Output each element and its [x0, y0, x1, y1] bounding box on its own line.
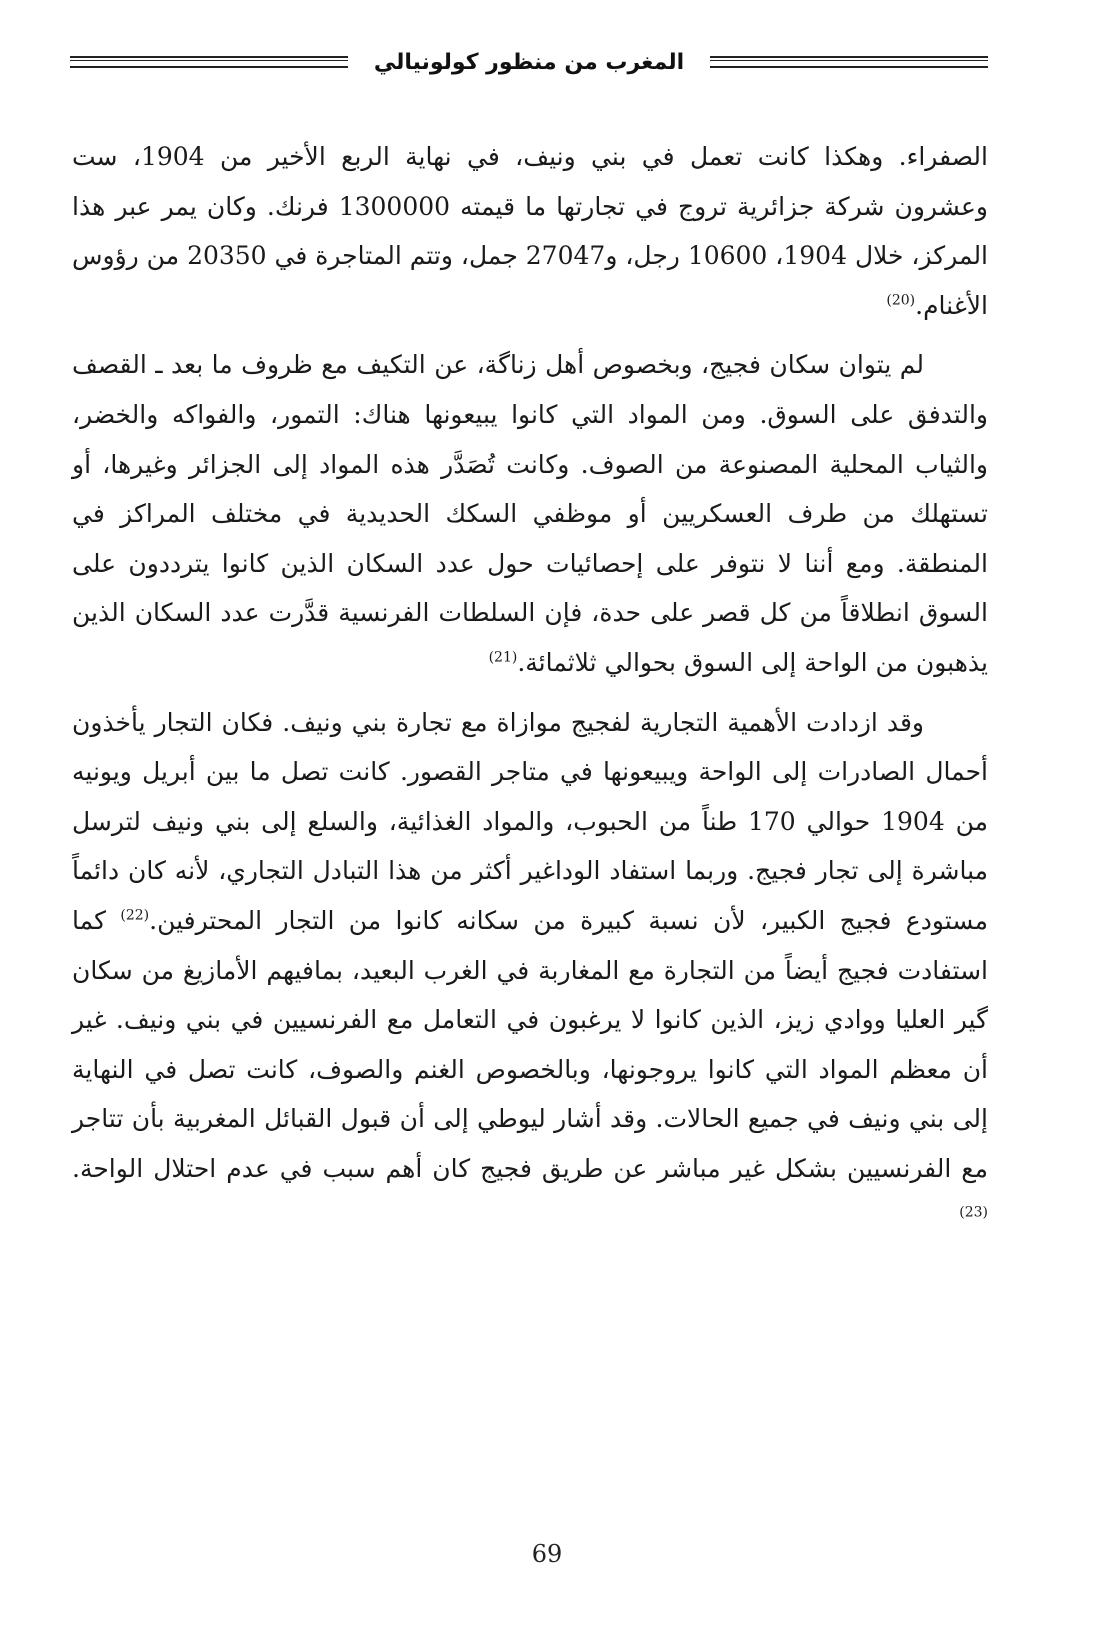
paragraph-1-text: الصفراء. وهكذا كانت تعمل في بني ونيف، في نهاية الربع الأخير من 1904، ست وعشرون شركة جزائرية تروج في تجارتها ما قيمته 1300000 فرنك. وكان يمر عبر هذا المركز، خلال 1904، 10600 رجل، و27047 جمل، وتتم المتاجرة في 20350 من رؤوس الأغنام. [72, 142, 989, 320]
footnote-ref-20: (20) [886, 292, 916, 309]
body-text [72, 132, 988, 1253]
paragraph-3-continuation: كما استفادت فجيج أيضاً من التجارة مع المغاربة في الغرب البعيد، بمافيهم الأمازيغ من سكان گير العليا ووادي زيز، الذين كانوا لا يرغبون في التعامل مع الفرنسيين في بني ونيف. غير أن معظم المواد التي كانوا يروجونها، وبالخصوص الغنم والصوف، كانت تصل في النهاية إلى بني ونيف في جميع الحالات. وقد أشار ليوطي إلى أن قبول القبائل المغربية بأن تتاجر مع الفرنسيين بشكل غير مباشر عن طريق فجيج كان أهم سبب في عدم احتلال الواحة. [72, 905, 989, 1183]
header-rule-left [70, 56, 348, 68]
footnote-ref-23: (23) [959, 1205, 988, 1222]
header-rule-right [710, 56, 988, 68]
page-number: 69 [531, 1540, 563, 1568]
paragraph-2 [72, 340, 988, 687]
paragraph-3-text: وقد ازدادت الأهمية التجارية لفجيج موازاة مع تجارة بني ونيف. فكان التجار يأخذون أحمال الصادرات إلى الواحة ويبيعونها في متاجر القصور. كانت تصل ما بين أبريل ويونيه من 1904 حوالي 170 طناً من الحبوب، والمواد الغذائية، والسلع إلى بني ونيف لترسل مباشرة إلى تجار فجيج. وربما استفاد الوداغير أكثر من هذا التبادل التجاري، لأنه كان دائماً مستودع فجيج الكبير، لأن نسبة كبيرة من سكانه كانوا من التجار المحترفين. [72, 707, 988, 935]
paragraph-3 [72, 698, 988, 1244]
footnote-ref-21: (21) [488, 649, 518, 666]
paragraph-1 [72, 132, 988, 330]
running-header [70, 42, 988, 82]
footnote-ref-22: (22) [120, 907, 150, 924]
running-title: المغرب من منظور كولونيالي [373, 49, 685, 75]
paragraph-2-text: لم يتوان سكان فجيج، وبخصوص أهل زناگة، عن التكيف مع ظروف ما بعد ـ القصف والتدفق على السوق. ومن المواد التي كانوا يبيعونها هناك: التمور، والفواكه والخضر، والثياب المحلية المصنوعة من الصوف. وكانت تُصَدَّر هذه المواد إلى الجزائر وغيرها، أو تستهلك من طرف العسكريين أو موظفي السكك الحديدية في مختلف المراكز في المنطقة. ومع أننا لا نتوفر على إحصائيات حول عدد السكان الذين كانوا يترددون على السوق انطلاقاً من كل قصر على حدة، فإن السلطات الفرنسية قدَّرت عدد السكان الذين يذهبون من الواحة إلى السوق بحوالي ثلاثمائة. [72, 350, 988, 677]
